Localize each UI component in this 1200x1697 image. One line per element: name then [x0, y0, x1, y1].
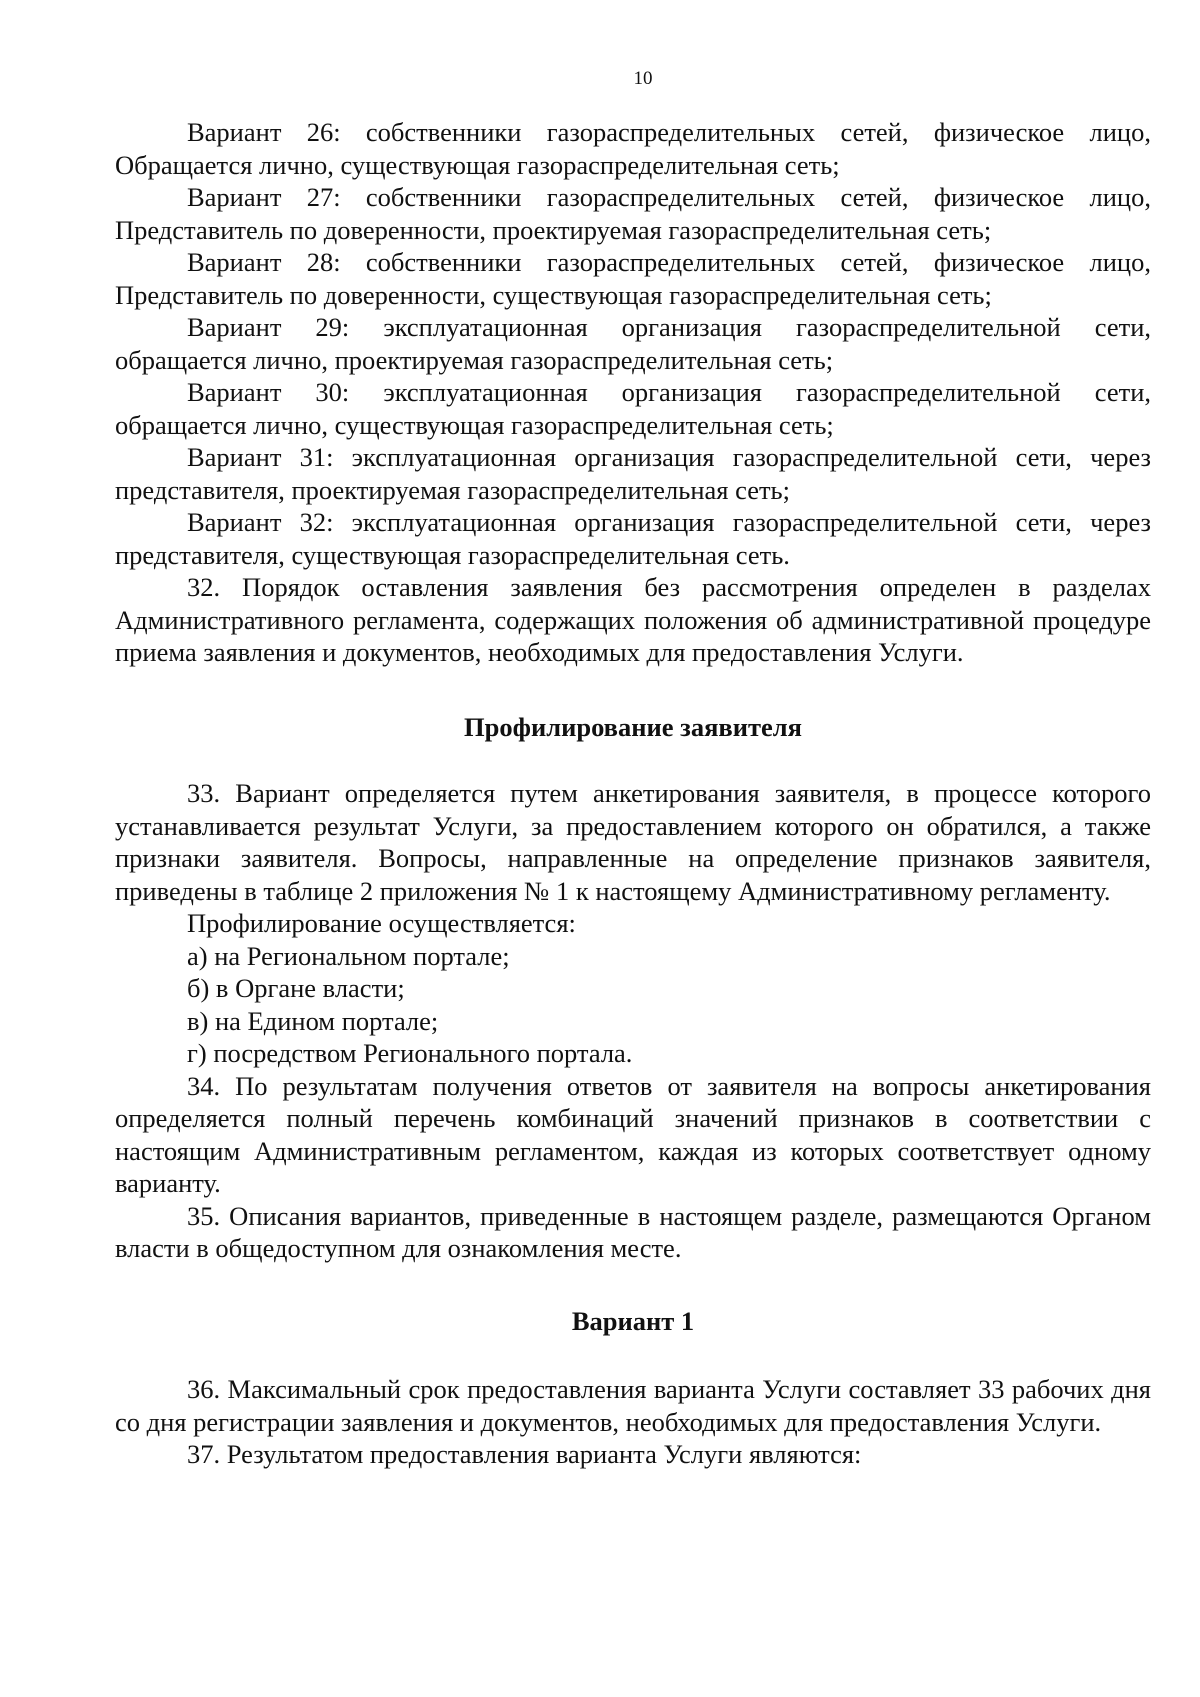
profile-items-list: [115, 940, 1151, 1070]
variant-item: Вариант 31: эксплуатационная организация газораспределительной сети, через представителя, проектируемая газораспределительная сеть;: [115, 442, 1151, 505]
variant-item: Вариант 28: собственники газораспределительных сетей, физическое лицо, Представитель по доверенности, существующая газораспределительная сеть;: [115, 247, 1151, 310]
paragraph-32: 32. Порядок оставления заявления без рассмотрения определен в разделах Административного регламента, содержащих положения об административной процедуре приема заявления и документов, необходимых для предоставления Услуги.: [115, 572, 1151, 667]
variant-item: Вариант 30: эксплуатационная организация газораспределительной сети, обращается лично, существующая газораспределительная сеть;: [115, 377, 1151, 440]
paragraph-34: 34. По результатам получения ответов от заявителя на вопросы анкетирования определяется полный перечень комбинаций значений признаков в соответствии с настоящим Административным регламентом, каждая из которых соответствует одному варианту.: [115, 1070, 1151, 1198]
section-heading-variant-1: Вариант 1: [571, 1305, 695, 1336]
paragraph-37: 37. Результатом предоставления варианта Услуги являются:: [187, 1439, 862, 1469]
variant-item: Вариант 26: собственники газораспределительных сетей, физическое лицо, Обращается лично, существующая газораспределительная сеть;: [115, 117, 1151, 180]
variant-item: Вариант 29: эксплуатационная организация газораспределительной сети, обращается лично, проектируемая газораспределительная сеть;: [115, 312, 1151, 375]
paragraph-36: 36. Максимальный срок предоставления варианта Услуги составляет 33 рабочих дня со дня регистрации заявления и документов, необходимых для предоставления Услуги.: [115, 1374, 1151, 1437]
list-item: г) посредством Регионального портала.: [187, 1038, 633, 1068]
paragraph-33: 33. Вариант определяется путем анкетирования заявителя, в процессе которого устанавливается результат Услуги, за предоставлением которого он обратился, а также признаки заявителя. Вопросы, направленные на определение признаков заявителя, приведены в таблице 2 приложения № 1 к настоящему Административному регламенту.: [115, 778, 1151, 906]
section-heading-profile: Профилирование заявителя: [464, 711, 802, 742]
list-item: в) на Едином портале;: [187, 1005, 439, 1036]
profile-intro: Профилирование осуществляется:: [187, 908, 576, 938]
list-item: б) в Органе власти;: [187, 973, 405, 1003]
variant-item: Вариант 27: собственники газораспределительных сетей, физическое лицо, Представитель по доверенности, проектируемая газораспределительная сеть;: [115, 182, 1151, 245]
variants-list: [115, 116, 1151, 571]
paragraph-35: 35. Описания вариантов, приведенные в настоящем разделе, размещаются Органом власти в общедоступном для ознакомления месте.: [115, 1200, 1151, 1263]
list-item: а) на Региональном портале;: [187, 940, 510, 971]
variant-item: Вариант 32: эксплуатационная организация газораспределительной сети, через представителя, существующая газораспределительная сеть.: [115, 507, 1151, 570]
page-number: 10: [633, 68, 653, 89]
